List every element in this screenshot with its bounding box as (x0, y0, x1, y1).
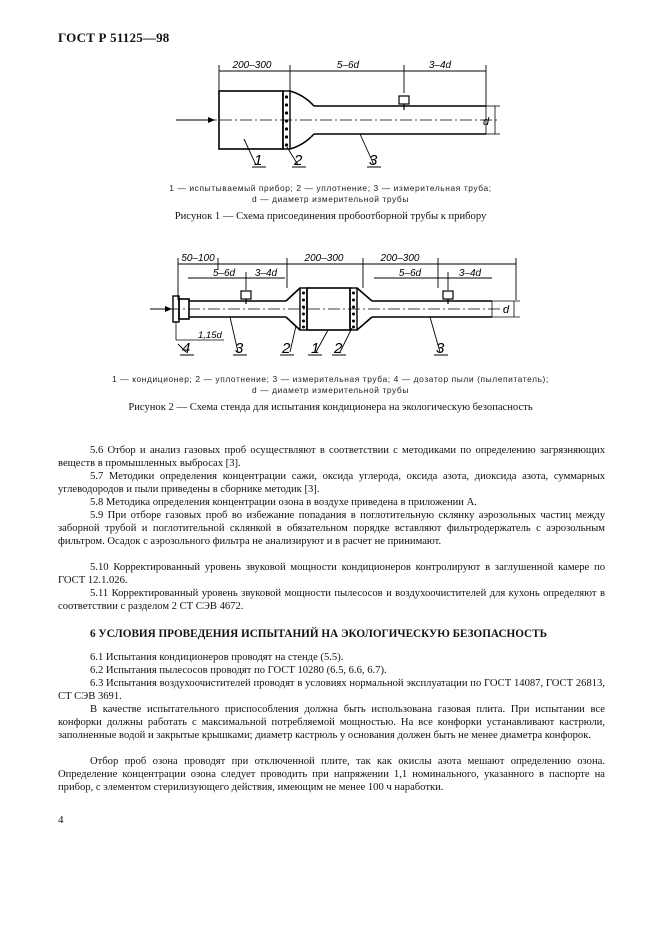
fig2-dim-5-6d-left: 5–6d (212, 268, 236, 279)
fig1-label-1: 1 (254, 152, 263, 169)
fig2-probe-right (443, 291, 453, 299)
fig1-seal (285, 95, 288, 146)
document-header: ГОСТ Р 51125—98 (58, 30, 170, 45)
fig1-probe (399, 96, 409, 104)
fig2-probe-left (241, 291, 251, 299)
figure-1-diagram (0, 55, 661, 180)
paragraph-6-2: 6.2 Испытания пылесосов проводят по ГОСТ 10280 (6.5, 6.6, 6.7). (90, 665, 387, 676)
paragraph-5-11: 5.11 Корректированный уровень звуковой мощности пылесосов и воздухоочистителей для кухонь определяют в соответствии с разделом 2 СТ СЭВ 4672. (58, 588, 605, 612)
fig2-label-1: 1 (311, 340, 320, 357)
fig2-seal-right (352, 292, 355, 329)
fig2-dim-5-6d-right: 5–6d (398, 268, 422, 279)
fig2-label-2-right: 2 (334, 340, 343, 357)
fig1-dim-3-4d: 3–4d (428, 60, 452, 71)
paragraph-6-1: 6.1 Испытания кондиционеров проводят на стенде (5.5). (90, 652, 344, 663)
paragraph-6-3-c: Отбор проб озона проводят при отключенной плите, так как окислы азота мешают определению озона. Определение концентрации озона следует проводить при напряжении 1,1 номинального, указанного в паспорте на прибор, с элементом стерилизующего действия, имеющим не менее 100 ч наработки. (58, 756, 605, 793)
fig2-legend-line1: 1 — кондиционер; 2 — уплотнение; 3 — измерительная труба; 4 — дозатор пыли (пылепитатель); (112, 374, 549, 384)
fig2-dim-1-15d: 1,15d (198, 330, 222, 341)
fig2-dim-3-4d-right: 3–4d (458, 268, 482, 279)
fig2-label-2-left: 2 (282, 340, 291, 357)
paragraph-5-8: 5.8 Методика определения концентрации озона в воздухе приведена в приложении А. (90, 497, 477, 508)
figure-1-legend (0, 183, 661, 205)
figure-2-caption: Рисунок 2 — Схема стенда для испытания кондиционера на экологическую безопасность (128, 402, 533, 413)
paragraph-5-9: 5.9 При отборе газовых проб во избежание попадания в поглотительную склянку аэрозольных частиц между заборной трубой и поглотительной склянкой в обязательном порядке вставляют фильтродержатель с аэрозольным фильтром. Осадок с аэрозольного фильтра не анализируют и в расчет не принимают. (58, 510, 605, 547)
figure-2-diagram (0, 248, 661, 373)
fig1-diameter-label: d (483, 116, 490, 128)
fig2-dim-200-300b: 200–300 (380, 253, 420, 264)
fig1-legend-line2: d — диаметр измерительной трубы (252, 194, 409, 204)
fig2-label-4: 4 (182, 340, 191, 357)
paragraph-5-6: 5.6 Отбор и анализ газовых проб осуществляют в соответствии с методиками по определению загрязняющих веществ в промышленных выбросах [3]. (58, 445, 605, 469)
paragraph-5-7: 5.7 Методики определения концентрации сажи, оксида углерода, оксида азота, диоксида азота, суммарных углеводородов и пыли приведены в сборнике методик [3]. (58, 471, 605, 495)
fig1-label-3: 3 (369, 152, 378, 169)
page-number: 4 (58, 814, 64, 826)
figure-2-legend (0, 374, 661, 396)
fig1-legend-line1: 1 — испытываемый прибор; 2 — уплотнение; 3 — измерительная труба; (169, 183, 492, 193)
fig2-diameter-label: d (503, 304, 510, 316)
fig2-label-3-left: 3 (235, 340, 244, 357)
paragraph-6-3-b: В качестве испытательного приспособления должна быть использована газовая плита. При испытании все конфорки должны работать с максимальной потребляемой мощностью. На все конфорки устанавливают кастрюли, заполненные водой и закрытые крышками; диаметр кастрюль у основания должен быть не менее диаметра конфорок. (58, 704, 605, 741)
fig2-dim-3-4d-left: 3–4d (254, 268, 278, 279)
paragraph-6-3: 6.3 Испытания воздухоочистителей проводят в условиях нормальной эксплуатации по ГОСТ 14087, ГОСТ 26813, СТ СЭВ 3691. (58, 678, 605, 702)
fig2-seal-left (302, 292, 305, 329)
paragraph-5-10: 5.10 Корректированный уровень звуковой мощности кондиционеров контролируют в заглушенной камере по ГОСТ 12.1.026. (58, 562, 605, 586)
fig2-dim-50-100: 50–100 (181, 253, 215, 264)
figure-1-caption: Рисунок 1 — Схема присоединения пробоотборной трубы к прибору (174, 211, 487, 222)
fig2-label-3-right: 3 (436, 340, 445, 357)
fig2-dim-200-300a: 200–300 (304, 253, 344, 264)
section-6-heading: 6 УСЛОВИЯ ПРОВЕДЕНИЯ ИСПЫТАНИЙ НА ЭКОЛОГИЧЕСКУЮ БЕЗОПАСНОСТЬ (90, 628, 547, 640)
fig1-dim-200-300: 200–300 (232, 60, 272, 71)
fig1-dim-5-6d: 5–6d (336, 60, 360, 71)
fig1-label-2: 2 (294, 152, 303, 169)
fig2-legend-line2: d — диаметр измерительной трубы (252, 385, 409, 395)
